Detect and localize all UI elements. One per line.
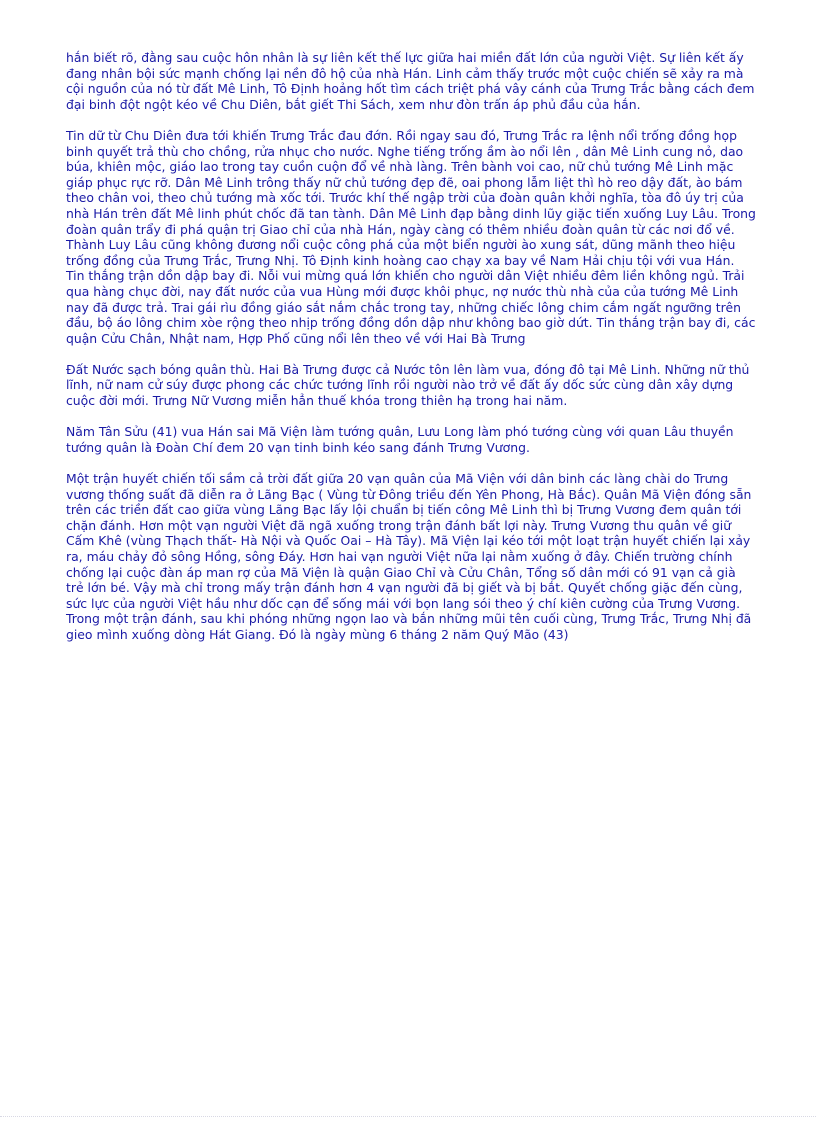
paragraph-2: Tin dữ từ Chu Diên đưa tới khiến Trưng Trắc đau đớn. Rồi ngay sau đó, Trưng Trắc ra lệnh nổi trống đồng họp binh quyết trả thù cho chồng, rửa nhục cho nước. Nghe tiếng trống ầm ào nổi lên , dân Mê Linh cung nỏ, dao búa, khiên mộc, giáo lao trong tay cuồn cuộn đổ về nhà làng. Trên bành voi cao, nữ chủ tướng Mê Linh mặc giáp phục rực rỡ. Dân Mê Linh trông thấy nữ chủ tướng đẹp đẽ, oai phong lẫm liệt thì hò reo dậy đất, ào bám theo chân voi, theo chủ tướng mà xốc tới. Trước khí thế ngập trời của đoàn quân khởi nghĩa, tòa đô úy trị của nhà Hán trên đất Mê linh phút chốc đã tan tành. Dân Mê Linh đạp bằng dinh lũy giặc tiến xuống Luy Lâu. Trong đoàn quân trẩy đi phá quận trị Giao chỉ của nhà Hán, ngày càng có thêm nhiều đoàn quân từ các nơi đổ về. Thành Luy Lâu cũng không đương nổi cuộc công phá của một biển người ào xung sát, dũng mãnh theo hiệu trống đồng của Trưng Trắc, Trưng Nhị. Tô Định kinh hoàng cao chạy xa bay về Nam Hải chịu tội với vua Hán. Tin thắng trận dồn dập bay đi. Nỗi vui mừng quá lớn khiến cho người dân Việt nhiều đêm liền không ngủ. Trải qua hàng chục đời, nay đất nước của vua Hùng mới được khôi phục, nợ nước thù nhà của của tướng Mê Linh nay đã được trả. Trai gái rìu đồng giáo sắt nắm chắc trong tay, những chiếc lông chim cắm ngất ngưỡng trên đầu, bộ áo lông chim xòe rộng theo nhịp trống đồng dồn dập như không bao giờ dứt. Tin thắng trận bay đi, các quận Cửu Chân, Nhật nam, Hợp Phố cũng nổi lên theo về với Hai Bà Trưng <box>66 127 756 346</box>
page-bottom-divider <box>0 1116 816 1117</box>
document-body <box>66 50 756 658</box>
paragraph-5: Một trận huyết chiến tối sầm cả trời đất giữa 20 vạn quân của Mã Viện với dân binh các làng chài do Trưng vương thống suất đã diễn ra ở Lãng Bạc ( Vùng từ Đông triều đến Yên Phong, Hà Bắc). Quân Mã Viện đóng sẵn trên các triền đất cao giữa vùng Lãng Bạc lấy lội chuẩn bị tiến công Mê Linh thì bị Trưng Vương đem quân tới chặn đánh. Hơn một vạn người Việt đã ngã xuống trong trận đánh bất lợi này. Trưng Vương thu quân về giữ Cấm Khê (vùng Thạch thất- Hà Nội và Quốc Oai – Hà Tây). Mã Viện lại kéo tới một loạt trận huyết chiến lại xảy ra, máu chảy đỏ sông Hồng, sông Đáy. Hơn hai vạn người Việt nữa lại nằm xuống ở đây. Chiến trường chính chống lại cuộc đàn áp man rợ của Mã Viện là quận Giao Chỉ và Cửu Chân, Tổng số dân mới có 91 vạn cả già trẻ lớn bé. Vậy mà chỉ trong mấy trận đánh hơn 4 vạn người đã bị giết và bị bắt. Quyết chống giặc đến cùng, sức lực của người Việt hầu như dốc cạn để sống mái với bọn lang sói theo ý chí kiên cường của Trưng Vương. Trong một trận đánh, sau khi phóng những ngọn lao và bắn những mũi tên cuối cùng, Trưng Trắc, Trưng Nhị đã gieo mình xuống dòng Hát Giang. Đó là ngày mùng 6 tháng 2 năm Quý Mão (43) <box>66 471 752 642</box>
paragraph-4: Năm Tân Sửu (41) vua Hán sai Mã Viện làm tướng quân, Lưu Long làm phó tướng cùng với quan Lâu thuyền tướng quân là Đoàn Chí đem 20 vạn tinh binh kéo sang đánh Trưng Vương. <box>66 424 734 455</box>
paragraph-1: hắn biết rõ, đằng sau cuộc hôn nhân là sự liên kết thế lực giữa hai miền đất lớn của người Việt. Sự liên kết ấy đang nhân bội sức mạnh chống lại nền đô hộ của nhà Hán. Linh cảm thấy trước một cuộc chiến sẽ xảy ra mà cội nguồn của nó từ đất Mê Linh, Tô Định hoảng hốt tìm cách triệt phá vây cánh của Trưng Trắc bằng cách đem đại binh đột ngột kéo về Chu Diên, bắt giết Thi Sách, xem như đòn trấn áp phủ đầu của hắn. <box>66 50 755 112</box>
paragraph-3: Đất Nước sạch bóng quân thù. Hai Bà Trưng được cả Nước tôn lên làm vua, đóng đô tại Mê Linh. Những nữ thủ lĩnh, nữ nam cử súy được phong các chức tướng lĩnh rồi người nào trở về đất ấy dốc sức cùng dân xây dựng cuộc đời mới. Trưng Nữ Vương miễn hẳn thuế khóa trong thiên hạ trong hai năm. <box>66 361 750 409</box>
